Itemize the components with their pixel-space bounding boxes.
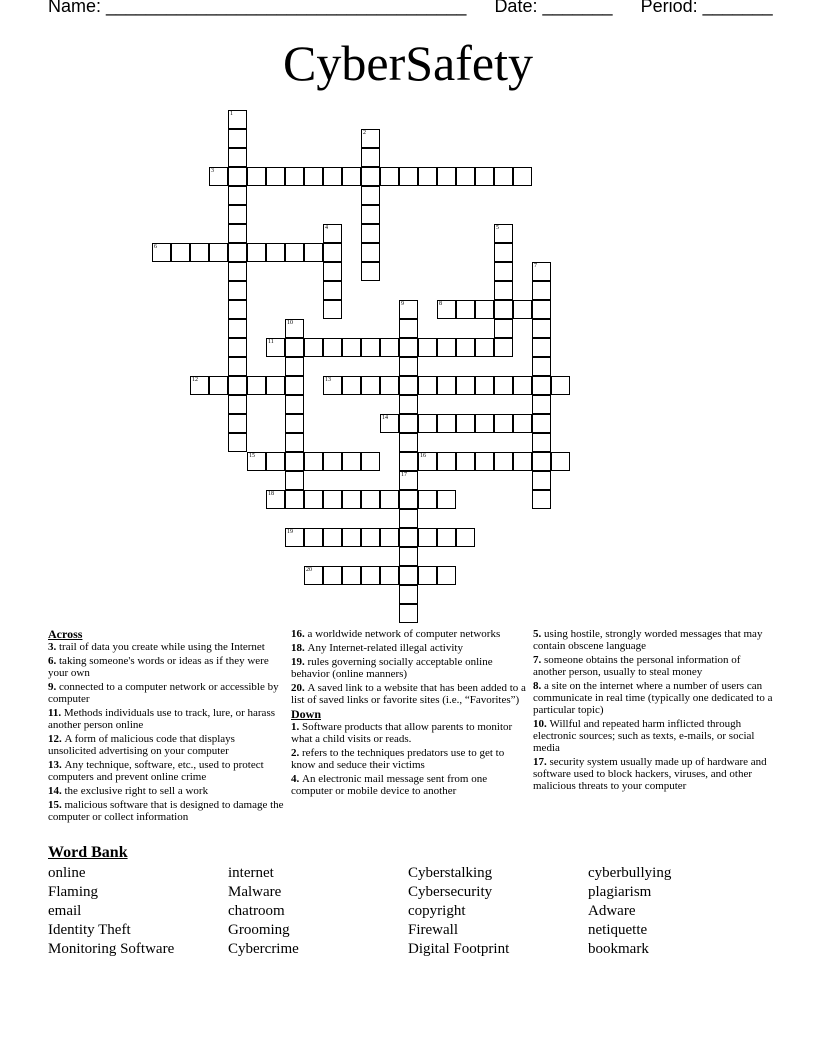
crossword-cell[interactable]	[228, 205, 247, 224]
crossword-cell[interactable]	[494, 224, 513, 243]
crossword-cell[interactable]	[171, 243, 190, 262]
crossword-cell[interactable]	[399, 433, 418, 452]
crossword-cell[interactable]	[361, 148, 380, 167]
crossword-cell[interactable]	[551, 452, 570, 471]
word-bank-item: copyright	[408, 903, 466, 919]
crossword-cell[interactable]	[513, 167, 532, 186]
crossword-cell[interactable]	[399, 509, 418, 528]
crossword-cell[interactable]	[513, 376, 532, 395]
crossword-cell[interactable]	[494, 338, 513, 357]
clue-number: 9.	[48, 681, 59, 693]
clue-text: A saved link to a website that has been added to a list of saved links or favorite sites (i.e., “Favorites”)	[291, 682, 526, 706]
crossword-cell[interactable]	[380, 376, 399, 395]
crossword-cell[interactable]	[532, 471, 551, 490]
crossword-cell[interactable]	[399, 167, 418, 186]
crossword-cell[interactable]	[437, 300, 456, 319]
crossword-cell[interactable]	[456, 414, 475, 433]
crossword-cell[interactable]	[361, 452, 380, 471]
crossword-cell[interactable]	[285, 319, 304, 338]
crossword-cell[interactable]	[285, 528, 304, 547]
clue-number: 1	[230, 111, 233, 117]
crossword-cell[interactable]	[266, 452, 285, 471]
word-bank-item: Identity Theft	[48, 922, 131, 938]
crossword-cell[interactable]	[190, 243, 209, 262]
crossword-cell[interactable]	[190, 376, 209, 395]
clue-number: 12.	[48, 733, 65, 745]
crossword-cell[interactable]	[437, 528, 456, 547]
crossword-cell[interactable]	[532, 319, 551, 338]
clue	[48, 799, 284, 823]
crossword-cell[interactable]	[285, 243, 304, 262]
clue-number: 20	[306, 567, 312, 573]
clue-heading: Down	[291, 707, 322, 721]
clue-number: 7.	[533, 654, 544, 666]
crossword-cell[interactable]	[247, 452, 266, 471]
crossword-cell[interactable]	[399, 528, 418, 547]
clue	[48, 641, 284, 653]
clue-number: 2	[363, 130, 366, 136]
clue	[533, 718, 773, 754]
crossword-cell[interactable]	[228, 262, 247, 281]
clue-text: using hostile, strongly worded messages that may contain obscene language	[533, 628, 763, 652]
crossword-cell[interactable]	[323, 566, 342, 585]
crossword-cell[interactable]	[494, 262, 513, 281]
crossword-cell[interactable]	[323, 300, 342, 319]
crossword-cell[interactable]	[532, 452, 551, 471]
clue	[291, 773, 527, 797]
clue	[533, 654, 773, 678]
crossword-cell[interactable]	[285, 167, 304, 186]
clues-column-3	[533, 628, 773, 794]
clue-number: 19.	[291, 656, 308, 668]
crossword-cell[interactable]	[513, 452, 532, 471]
crossword-cell[interactable]	[285, 471, 304, 490]
crossword-cell[interactable]	[304, 338, 323, 357]
clue-number: 7	[534, 263, 537, 269]
clue	[291, 747, 527, 771]
crossword-cell[interactable]	[342, 338, 361, 357]
crossword-cell[interactable]	[285, 338, 304, 357]
clue-number: 11	[268, 339, 274, 345]
clue-text: Willful and repeated harm inflicted through electronic sources; such as texts, e-mails, or social media	[533, 718, 755, 754]
crossword-cell[interactable]	[228, 300, 247, 319]
crossword-cell[interactable]	[209, 167, 228, 186]
crossword-cell[interactable]	[323, 281, 342, 300]
word-bank-item: chatroom	[228, 903, 285, 919]
clue-text: someone obtains the personal information of another person, usually to steal money	[533, 654, 741, 678]
clue	[48, 655, 284, 679]
crossword-cell[interactable]	[342, 566, 361, 585]
crossword-cell[interactable]	[494, 452, 513, 471]
crossword-cell[interactable]	[494, 243, 513, 262]
crossword-cell[interactable]	[228, 357, 247, 376]
crossword-cell[interactable]	[532, 357, 551, 376]
clue	[291, 656, 527, 680]
crossword-cell[interactable]	[399, 319, 418, 338]
word-bank-item: Monitoring Software	[48, 941, 175, 957]
crossword-cell[interactable]	[266, 338, 285, 357]
crossword-cell[interactable]	[399, 490, 418, 509]
crossword-cell[interactable]	[361, 224, 380, 243]
clue-text: security system usually made up of hardware and software used to block hackers, viruses, and other malicious threats to your computer	[533, 756, 767, 792]
word-bank-column	[408, 864, 509, 959]
word-bank-item: bookmark	[588, 941, 649, 957]
clue	[533, 756, 773, 792]
clue-text: a site on the internet where a number of users can communicate in real time (typically one dedicated to a particular topic)	[533, 680, 773, 716]
clue-number: 10	[287, 320, 293, 326]
clue-number: 5.	[533, 628, 544, 640]
clue-text: the exclusive right to sell a work	[64, 785, 209, 797]
crossword-cell[interactable]	[418, 376, 437, 395]
crossword-cell[interactable]	[361, 243, 380, 262]
crossword-cell[interactable]	[323, 376, 342, 395]
crossword-cell[interactable]	[380, 528, 399, 547]
crossword-cell[interactable]	[475, 300, 494, 319]
crossword-cell[interactable]	[437, 566, 456, 585]
crossword-cell[interactable]	[456, 452, 475, 471]
crossword-cell[interactable]	[494, 300, 513, 319]
word-bank-item: internet	[228, 865, 274, 881]
clue-number: 15.	[48, 799, 65, 811]
clue-number: 16.	[291, 628, 308, 640]
crossword-cell[interactable]	[532, 414, 551, 433]
crossword-cell[interactable]	[418, 528, 437, 547]
crossword-cell[interactable]	[456, 338, 475, 357]
crossword-cell[interactable]	[380, 338, 399, 357]
clue-text: rules governing socially acceptable online behavior (online manners)	[291, 656, 493, 680]
clue-number: 4	[325, 225, 328, 231]
word-bank-item: Cyberstalking	[408, 865, 493, 881]
crossword-cell[interactable]	[323, 224, 342, 243]
crossword-cell[interactable]	[342, 376, 361, 395]
word-bank-column	[228, 864, 299, 959]
clue-number: 19	[287, 529, 293, 535]
crossword-cell[interactable]	[418, 566, 437, 585]
word-bank-item: Flaming	[48, 884, 99, 900]
clue-number: 6.	[48, 655, 59, 667]
clue	[291, 682, 527, 706]
crossword-cell[interactable]	[323, 490, 342, 509]
clue-heading: Across	[48, 627, 83, 641]
crossword-cell[interactable]	[380, 414, 399, 433]
crossword-cell[interactable]	[437, 167, 456, 186]
crossword-cell[interactable]	[342, 490, 361, 509]
clue-text: taking someone's words or ideas as if they were your own	[48, 655, 269, 679]
crossword-cell[interactable]	[342, 452, 361, 471]
crossword-cell[interactable]	[361, 490, 380, 509]
crossword-cell[interactable]	[551, 376, 570, 395]
crossword-cell[interactable]	[380, 167, 399, 186]
clue-number: 20.	[291, 682, 308, 694]
crossword-cell[interactable]	[399, 471, 418, 490]
clue-number: 8	[439, 301, 442, 307]
clue-number: 14	[382, 415, 388, 421]
crossword-cell[interactable]	[456, 300, 475, 319]
clues-column-1	[48, 628, 284, 825]
clue-number: 12	[192, 377, 198, 383]
clue	[48, 759, 284, 783]
crossword-cell[interactable]	[418, 338, 437, 357]
crossword-cell[interactable]	[323, 167, 342, 186]
clue-text: Any technique, software, etc., used to protect computers and prevent online crime	[48, 759, 264, 783]
crossword-cell[interactable]	[361, 129, 380, 148]
crossword-cell[interactable]	[228, 395, 247, 414]
crossword-cell[interactable]	[437, 414, 456, 433]
crossword-cell[interactable]	[361, 186, 380, 205]
crossword-cell[interactable]	[342, 528, 361, 547]
crossword-cell[interactable]	[475, 167, 494, 186]
clues-column-2	[291, 628, 527, 799]
crossword-cell[interactable]	[361, 262, 380, 281]
crossword-cell[interactable]	[361, 167, 380, 186]
name-label: Name: ____________________________________	[48, 0, 467, 16]
crossword-cell[interactable]	[247, 243, 266, 262]
crossword-cell[interactable]	[323, 262, 342, 281]
clue	[48, 707, 284, 731]
clue-number: 15	[249, 453, 255, 459]
crossword-cell[interactable]	[285, 376, 304, 395]
clue	[291, 721, 527, 745]
crossword-cell[interactable]	[513, 414, 532, 433]
word-bank-item: Cybersecurity	[408, 884, 493, 900]
clue	[48, 733, 284, 757]
page-title: CyberSafety	[283, 35, 533, 91]
clue-text: refers to the techniques predators use to get to know and seduce their victims	[291, 747, 505, 771]
crossword-cell[interactable]	[304, 566, 323, 585]
clue	[48, 785, 284, 797]
word-bank-item: online	[48, 865, 86, 881]
crossword-cell[interactable]	[532, 338, 551, 357]
crossword-cell[interactable]	[228, 129, 247, 148]
clue-number: 10.	[533, 718, 550, 730]
crossword-cell[interactable]	[228, 167, 247, 186]
clue-text: trail of data you create while using the Internet	[59, 641, 265, 653]
crossword-cell[interactable]	[494, 319, 513, 338]
crossword-cell[interactable]	[380, 490, 399, 509]
crossword-cell[interactable]	[361, 566, 380, 585]
crossword-cell[interactable]	[361, 338, 380, 357]
clue-text: connected to a computer network or accessible by computer	[48, 681, 279, 705]
crossword-cell[interactable]	[228, 319, 247, 338]
crossword-cell[interactable]	[266, 243, 285, 262]
crossword-cell[interactable]	[532, 300, 551, 319]
clue-number: 9	[401, 301, 404, 307]
crossword-cell[interactable]	[532, 490, 551, 509]
crossword-cell[interactable]	[399, 452, 418, 471]
clue-number: 17.	[533, 756, 550, 768]
crossword-cell[interactable]	[399, 547, 418, 566]
crossword-cell[interactable]	[399, 585, 418, 604]
crossword-cell[interactable]	[228, 433, 247, 452]
date-label: Date: _______	[494, 0, 613, 16]
crossword-cell[interactable]	[285, 433, 304, 452]
crossword-cell[interactable]	[494, 281, 513, 300]
clue	[533, 680, 773, 716]
clue-text: Any Internet-related illegal activity	[307, 642, 463, 654]
clue-text: malicious software that is designed to damage the computer or collect information	[48, 799, 284, 823]
crossword-cell[interactable]	[285, 414, 304, 433]
clue-number: 4.	[291, 773, 302, 785]
clue-number: 2.	[291, 747, 302, 759]
word-bank-item: Digital Footprint	[408, 941, 510, 957]
crossword-cell[interactable]	[399, 357, 418, 376]
crossword-cell[interactable]	[228, 110, 247, 129]
word-bank-title: Word Bank	[48, 844, 128, 861]
crossword-cell[interactable]	[399, 376, 418, 395]
word-bank-item: plagiarism	[588, 884, 652, 900]
crossword-cell[interactable]	[494, 376, 513, 395]
crossword-cell[interactable]	[323, 528, 342, 547]
crossword-cell[interactable]	[228, 338, 247, 357]
word-bank-item: cyberbullying	[588, 865, 672, 881]
clue-number: 6	[154, 244, 157, 250]
crossword-cell[interactable]	[228, 148, 247, 167]
crossword-cell[interactable]	[285, 395, 304, 414]
crossword-cell[interactable]	[399, 566, 418, 585]
crossword-cell[interactable]	[285, 357, 304, 376]
clue-number: 18.	[291, 642, 308, 654]
clue-text: a worldwide network of computer networks	[307, 628, 501, 640]
crossword-cell[interactable]	[304, 167, 323, 186]
clue-number: 3.	[48, 641, 59, 653]
word-bank-column	[588, 864, 671, 959]
crossword-cell[interactable]	[437, 452, 456, 471]
clue-text: Software products that allow parents to monitor what a child visits or reads.	[291, 721, 513, 745]
clue-number: 13.	[48, 759, 65, 771]
clue-number: 13	[325, 377, 331, 383]
crossword-cell[interactable]	[209, 243, 228, 262]
crossword-cell[interactable]	[475, 338, 494, 357]
crossword-cell[interactable]	[323, 452, 342, 471]
clue	[291, 628, 527, 640]
crossword-cell[interactable]	[323, 243, 342, 262]
crossword-cell[interactable]	[209, 376, 228, 395]
crossword-cell[interactable]	[361, 205, 380, 224]
word-bank-item: Adware	[588, 903, 636, 919]
clue-text: A form of malicious code that displays unsolicited advertising on your computer	[48, 733, 235, 757]
crossword-cell[interactable]	[475, 452, 494, 471]
crossword-cell[interactable]	[228, 243, 247, 262]
crossword-cell[interactable]	[247, 376, 266, 395]
word-bank-item: Cybercrime	[228, 941, 299, 957]
word-bank-item: Malware	[228, 884, 282, 900]
crossword-cell[interactable]	[418, 414, 437, 433]
word-bank-item: netiquette	[588, 922, 648, 938]
crossword-cell[interactable]	[532, 262, 551, 281]
crossword-cell[interactable]	[456, 528, 475, 547]
crossword-cell[interactable]	[418, 167, 437, 186]
crossword-cell[interactable]	[399, 414, 418, 433]
clue-number: 16	[420, 453, 426, 459]
clue-number: 14.	[48, 785, 65, 797]
clue-number: 1.	[291, 721, 302, 733]
crossword-cell[interactable]	[285, 490, 304, 509]
crossword-cell[interactable]	[418, 490, 437, 509]
crossword-cell[interactable]	[323, 338, 342, 357]
crossword-cell[interactable]	[399, 300, 418, 319]
crossword-cell[interactable]	[418, 452, 437, 471]
crossword-cell[interactable]	[304, 243, 323, 262]
clue-number: 3	[211, 168, 214, 174]
crossword-cell[interactable]	[456, 167, 475, 186]
crossword-cell[interactable]	[228, 281, 247, 300]
crossword-cell[interactable]	[399, 604, 418, 623]
crossword-cell[interactable]	[342, 167, 361, 186]
crossword-cell[interactable]	[152, 243, 171, 262]
crossword-cell[interactable]	[266, 490, 285, 509]
clue-number: 8.	[533, 680, 544, 692]
crossword-cell[interactable]	[285, 452, 304, 471]
crossword-cell[interactable]	[266, 167, 285, 186]
word-bank-item: Firewall	[408, 922, 458, 938]
clue	[533, 628, 773, 652]
crossword-cell[interactable]	[532, 281, 551, 300]
clue	[48, 681, 284, 705]
crossword-cell[interactable]	[228, 376, 247, 395]
clue-number: 18	[268, 491, 274, 497]
crossword-cell[interactable]	[247, 167, 266, 186]
crossword-cell[interactable]	[266, 376, 285, 395]
crossword-cell[interactable]	[361, 528, 380, 547]
crossword-cell[interactable]	[437, 490, 456, 509]
clue	[291, 642, 527, 654]
clue-number: 11.	[48, 707, 64, 719]
crossword-cell[interactable]	[399, 338, 418, 357]
clue-number: 5	[496, 225, 499, 231]
word-bank-column	[48, 864, 174, 959]
clue-text: Methods individuals use to track, lure, or harass another person online	[48, 707, 276, 731]
crossword-cell[interactable]	[304, 528, 323, 547]
crossword-cell[interactable]	[513, 300, 532, 319]
crossword-cell[interactable]	[437, 338, 456, 357]
crossword-cell[interactable]	[380, 566, 399, 585]
crossword-cell[interactable]	[532, 433, 551, 452]
word-bank-item: Grooming	[228, 922, 290, 938]
crossword-cell[interactable]	[475, 414, 494, 433]
crossword-cell[interactable]	[532, 395, 551, 414]
crossword-cell[interactable]	[399, 395, 418, 414]
crossword-cell[interactable]	[494, 167, 513, 186]
crossword-cell[interactable]	[437, 376, 456, 395]
period-label: Period: _______	[640, 0, 773, 16]
crossword-cell[interactable]	[532, 376, 551, 395]
crossword-cell[interactable]	[304, 452, 323, 471]
crossword-cell[interactable]	[361, 376, 380, 395]
crossword-cell[interactable]	[494, 414, 513, 433]
crossword-cell[interactable]	[456, 376, 475, 395]
clue-number: 17	[401, 472, 407, 478]
crossword-cell[interactable]	[228, 414, 247, 433]
crossword-cell[interactable]	[475, 376, 494, 395]
word-bank-item: email	[48, 903, 82, 919]
clue-text: An electronic mail message sent from one computer or mobile device to another	[291, 773, 488, 797]
crossword-cell[interactable]	[228, 186, 247, 205]
crossword-cell[interactable]	[304, 490, 323, 509]
crossword-cell[interactable]	[228, 224, 247, 243]
